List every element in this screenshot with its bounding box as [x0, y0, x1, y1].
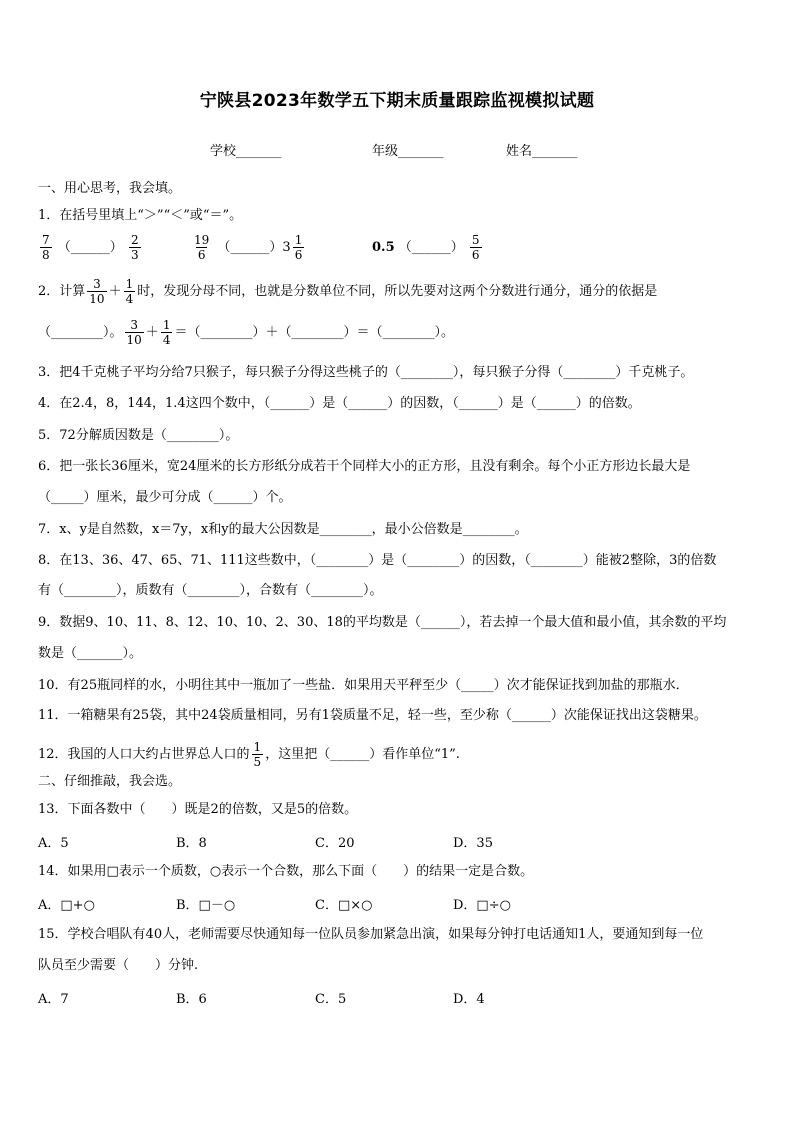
question-7: 7．x、y是自然数，x＝7y，x和y的最大公因数是________，最小公倍数是________。 [38, 522, 528, 537]
option-c: C．□×○ [315, 898, 373, 913]
option-b: B．□－○ [176, 898, 236, 913]
fraction: $\frac{1}{4}$ [162, 318, 171, 347]
option-c: C．5 [315, 992, 347, 1007]
question-1-item-3: 0.5 （______） $\frac{5}{6}$ [372, 233, 480, 262]
section-heading-1: 一、用心思考，我会填。 [38, 181, 182, 196]
question-12: 12．我国的人口大约占世界总人口的 $\frac{1}{5}$ ，这里把（______）看作单位“1”. [38, 740, 460, 769]
fraction: $\frac{1}{5}$ [253, 740, 262, 769]
option-a: A．7 [38, 992, 69, 1007]
school-field: 学校_______ [210, 144, 282, 159]
option-b: B．8 [176, 836, 207, 851]
fraction: $\frac{1}{4}$ [125, 277, 134, 306]
question-1-item-2: $\frac{19}{6}$ （______）3 $\frac{1}{6}$ [194, 233, 303, 262]
question-9-line-2: 数是（_______）。 [38, 646, 143, 661]
question-13: 13．下面各数中（ ）既是2的倍数，又是5的倍数。 [38, 802, 358, 817]
question-11: 11．一箱糖果有25袋，其中24袋质量相同，另有1袋质量不足，轻一些，至少称（______）次能保证找出这袋糖果。 [38, 708, 707, 723]
option-a: A．□+○ [38, 898, 95, 913]
grade-field: 年级_______ [372, 144, 444, 159]
question-4: 4．在2.4，8，144，1.4这四个数中，（______）是（______）的因数，（______）是（______）的倍数。 [38, 396, 641, 411]
question-1: 1．在括号里填上“＞”“＜”或“＝”。 [38, 208, 243, 223]
question-15: 15．学校合唱队有40人，老师需要尽快通知每一位队员参加紧急出演，如果每分钟打电话通知1人，要通知到每一位 [38, 927, 704, 942]
fraction: $\frac{2}{3}$ [130, 233, 139, 262]
question-9: 9．数据9、10、11、8、12、10、10、2、30、18的平均数是（______），若去掉一个最大值和最小值，其余数的平均 [38, 615, 727, 630]
option-b: B．6 [176, 992, 207, 1007]
question-6-line-2: （_____）厘米，最少可分成（______）个。 [38, 490, 292, 505]
question-10: 10．有25瓶同样的水，小明往其中一瓶加了一些盐．如果用天平秤至少（_____）次才能保证找到加盐的那瓶水． [38, 678, 689, 693]
option-d: D．35 [453, 836, 493, 851]
fraction: $\frac{3}{10}$ [89, 277, 105, 306]
option-d: D．□÷○ [453, 898, 511, 913]
name-field: 姓名_______ [506, 144, 578, 159]
question-5: 5．72分解质因数是（________）。 [38, 428, 239, 443]
section-heading-2: 二、仔细推敲，我会选。 [38, 774, 182, 789]
question-2: 2．计算 $\frac{3}{10}$ ＋ $\frac{1}{4}$ 时，发现分母不同，也就是分数单位不同，所以先要对这两个分数进行通分，通分的依据是 [38, 277, 658, 306]
option-c: C．20 [315, 836, 355, 851]
option-d: D．4 [453, 992, 485, 1007]
question-2-line-2: （________）。 $\frac{3}{10}$ ＋ $\frac{1}{4}$ ＝（________）＋（________）＝（________）。 [38, 318, 454, 347]
fraction: $\frac{5}{6}$ [471, 233, 480, 262]
fraction: $\frac{7}{8}$ [42, 233, 50, 262]
question-8: 8．在13、36、47、65、71、111这些数中，（________）是（________）的因数，（________）能被2整除，3的倍数 [38, 553, 717, 568]
question-3: 3．把4千克桃子平均分给7只猴子，每只猴子分得这些桃子的（________），每只猴子分得（________）千克桃子。 [38, 365, 694, 380]
fraction: $\frac{1}{6}$ [294, 233, 303, 262]
question-6: 6．把一张长36厘米，宽24厘米的长方形纸分成若干个同样大小的正方形，且没有剩余。每个小正方形边长最大是 [38, 459, 691, 474]
question-15-line-2: 队员至少需要（ ）分钟. [38, 958, 199, 973]
question-1-item-1: $\frac{7}{8}$ （______） $\frac{2}{3}$ [42, 233, 139, 262]
option-a: A．5 [38, 836, 69, 851]
page-title: 宁陕县2023年数学五下期末质量跟踪监视模拟试题 [199, 91, 595, 111]
question-8-line-2: 有（________），质数有（________），合数有（________）。 [38, 583, 383, 598]
fraction: $\frac{19}{6}$ [194, 233, 210, 262]
question-14: 14．如果用□表示一个质数，○表示一个合数，那么下面（ ）的结果一定是合数。 [38, 864, 534, 879]
fraction: $\frac{3}{10}$ [126, 318, 142, 347]
